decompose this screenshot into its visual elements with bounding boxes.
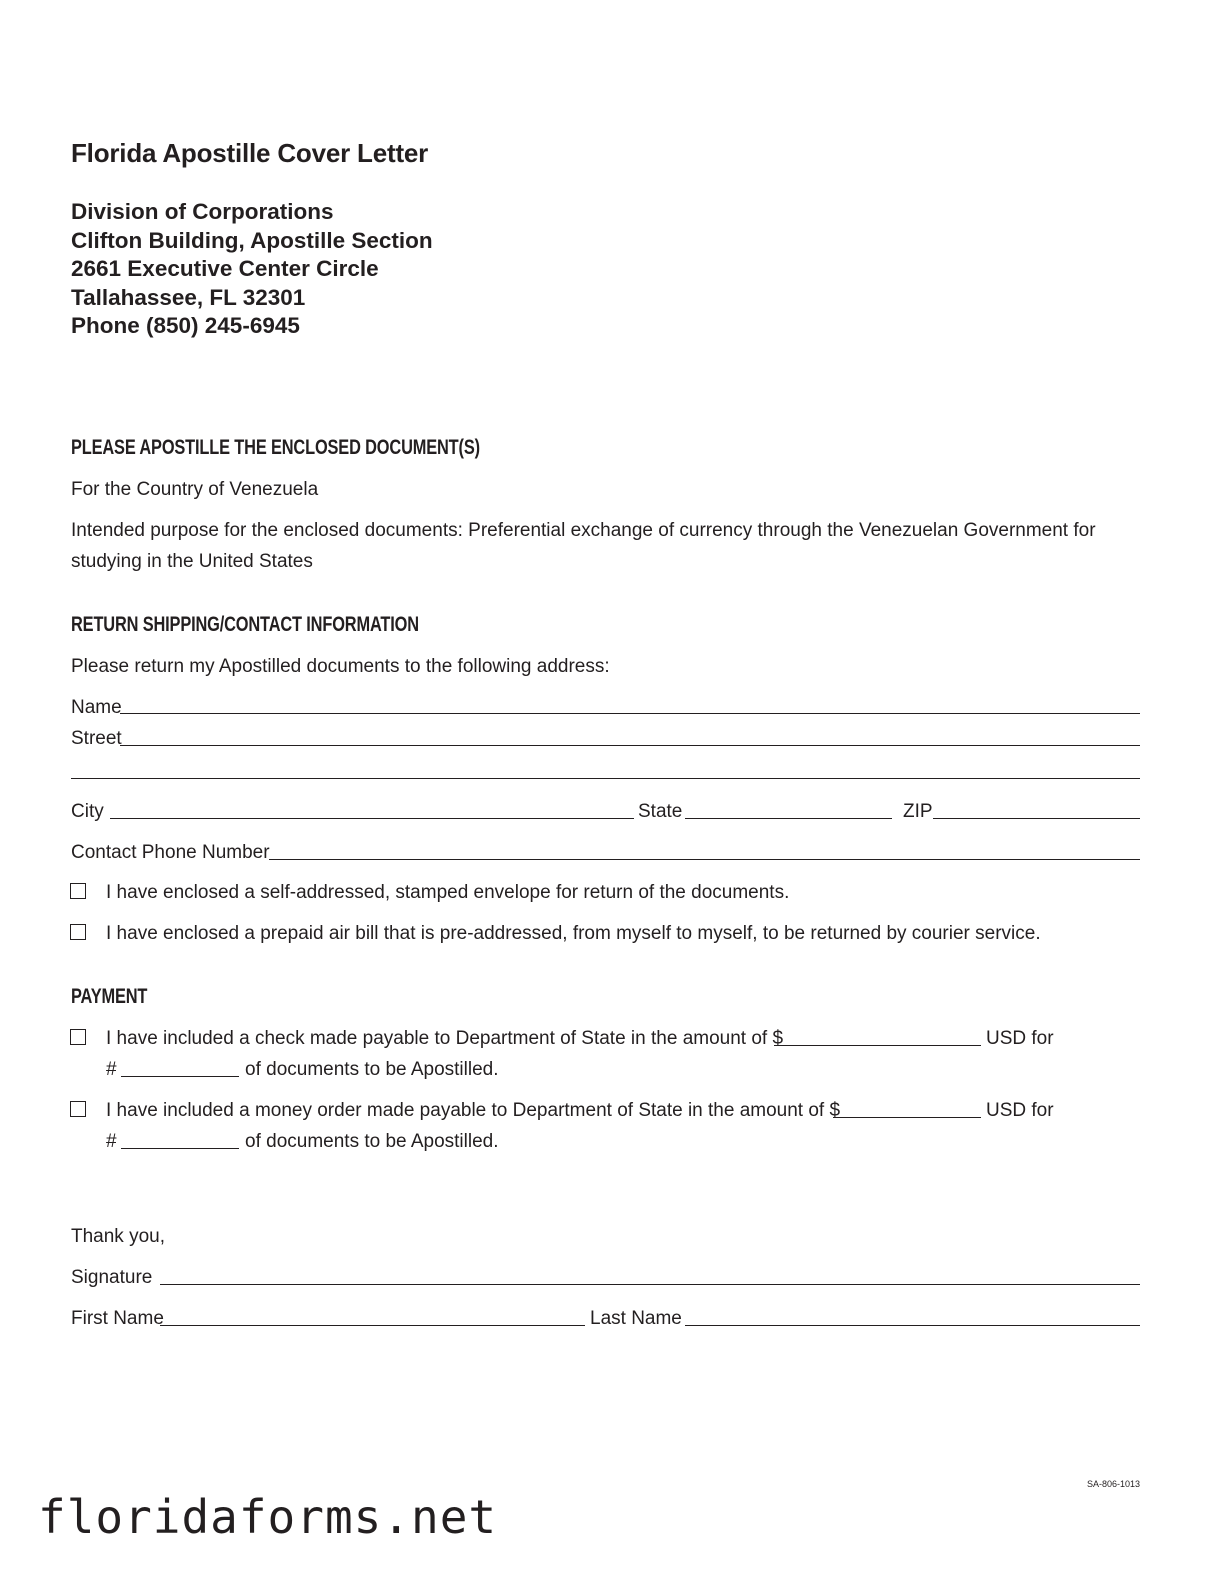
airbill-checkbox[interactable] <box>70 924 86 940</box>
money-order-option-text: I have included a money order made payable to Department of State in the amount of $ <box>106 1100 841 1121</box>
address-line-city: Tallahassee, FL 32301 <box>71 284 306 310</box>
signature-label: Signature <box>71 1267 153 1288</box>
name-label: Name <box>71 697 122 718</box>
document-title: Florida Apostille Cover Letter <box>71 138 429 168</box>
address-line-division: Division of Corporations <box>71 199 334 224</box>
form-code: SA-806-1013 <box>1087 1479 1141 1489</box>
check-checkbox[interactable] <box>70 1029 86 1045</box>
first-name-field[interactable] <box>160 1325 585 1326</box>
state-field[interactable] <box>685 818 892 819</box>
envelope-option-text: I have enclosed a self-addressed, stamped envelope for return of the documents. <box>106 882 790 903</box>
street-field[interactable] <box>120 745 1140 746</box>
airbill-option-text: I have enclosed a prepaid air bill that is pre-addressed, from myself to myself, to be returned by courier service. <box>106 923 1041 944</box>
address-line-phone: Phone (850) 245-6945 <box>71 313 300 339</box>
check-usd-for: USD for <box>986 1028 1054 1049</box>
city-label: City <box>71 801 104 822</box>
request-heading: PLEASE APOSTILLE THE ENCLOSED DOCUMENT(S) <box>71 436 480 459</box>
purpose-text-line1: Intended purpose for the enclosed documents: Preferential exchange of currency through the Venezuelan Government for <box>71 520 1096 541</box>
money-order-amount-field[interactable] <box>833 1117 981 1118</box>
thank-you-text: Thank you, <box>71 1226 165 1247</box>
check-option-text: I have included a check made payable to Department of State in the amount of $ <box>106 1028 784 1049</box>
shipping-heading: RETURN SHIPPING/CONTACT INFORMATION <box>71 613 419 636</box>
state-label: State <box>638 801 683 822</box>
street-field-line2[interactable] <box>71 778 1140 779</box>
street-label: Street <box>71 728 122 749</box>
shipping-intro: Please return my Apostilled documents to the following address: <box>71 656 610 677</box>
last-name-field[interactable] <box>685 1325 1140 1326</box>
last-name-label: Last Name <box>590 1308 682 1329</box>
mailing-address-block <box>71 198 433 341</box>
money-order-checkbox[interactable] <box>70 1101 86 1117</box>
money-order-doc-count-field[interactable] <box>121 1148 239 1149</box>
check-docs-text: of documents to be Apostilled. <box>245 1059 499 1080</box>
zip-label: ZIP <box>903 801 933 822</box>
check-hash: # <box>106 1059 117 1080</box>
money-order-usd-for: USD for <box>986 1100 1054 1121</box>
check-doc-count-field[interactable] <box>121 1076 239 1077</box>
name-field[interactable] <box>120 713 1140 714</box>
address-line-street: 2661 Executive Center Circle <box>71 256 379 282</box>
zip-field[interactable] <box>933 818 1140 819</box>
money-order-docs-text: of documents to be Apostilled. <box>245 1131 499 1152</box>
check-amount-field[interactable] <box>774 1045 981 1046</box>
city-field[interactable] <box>110 818 634 819</box>
contact-phone-field[interactable] <box>269 859 1140 860</box>
money-order-hash: # <box>106 1131 117 1152</box>
purpose-text-line2: studying in the United States <box>71 551 313 572</box>
address-line-building: Clifton Building, Apostille Section <box>71 227 433 253</box>
contact-phone-label: Contact Phone Number <box>71 842 270 863</box>
watermark-text: floridaforms.net <box>38 1490 498 1544</box>
payment-heading: PAYMENT <box>71 985 148 1008</box>
first-name-label: First Name <box>71 1308 164 1329</box>
country-text: For the Country of Venezuela <box>71 479 319 500</box>
signature-field[interactable] <box>160 1284 1140 1285</box>
envelope-checkbox[interactable] <box>70 883 86 899</box>
